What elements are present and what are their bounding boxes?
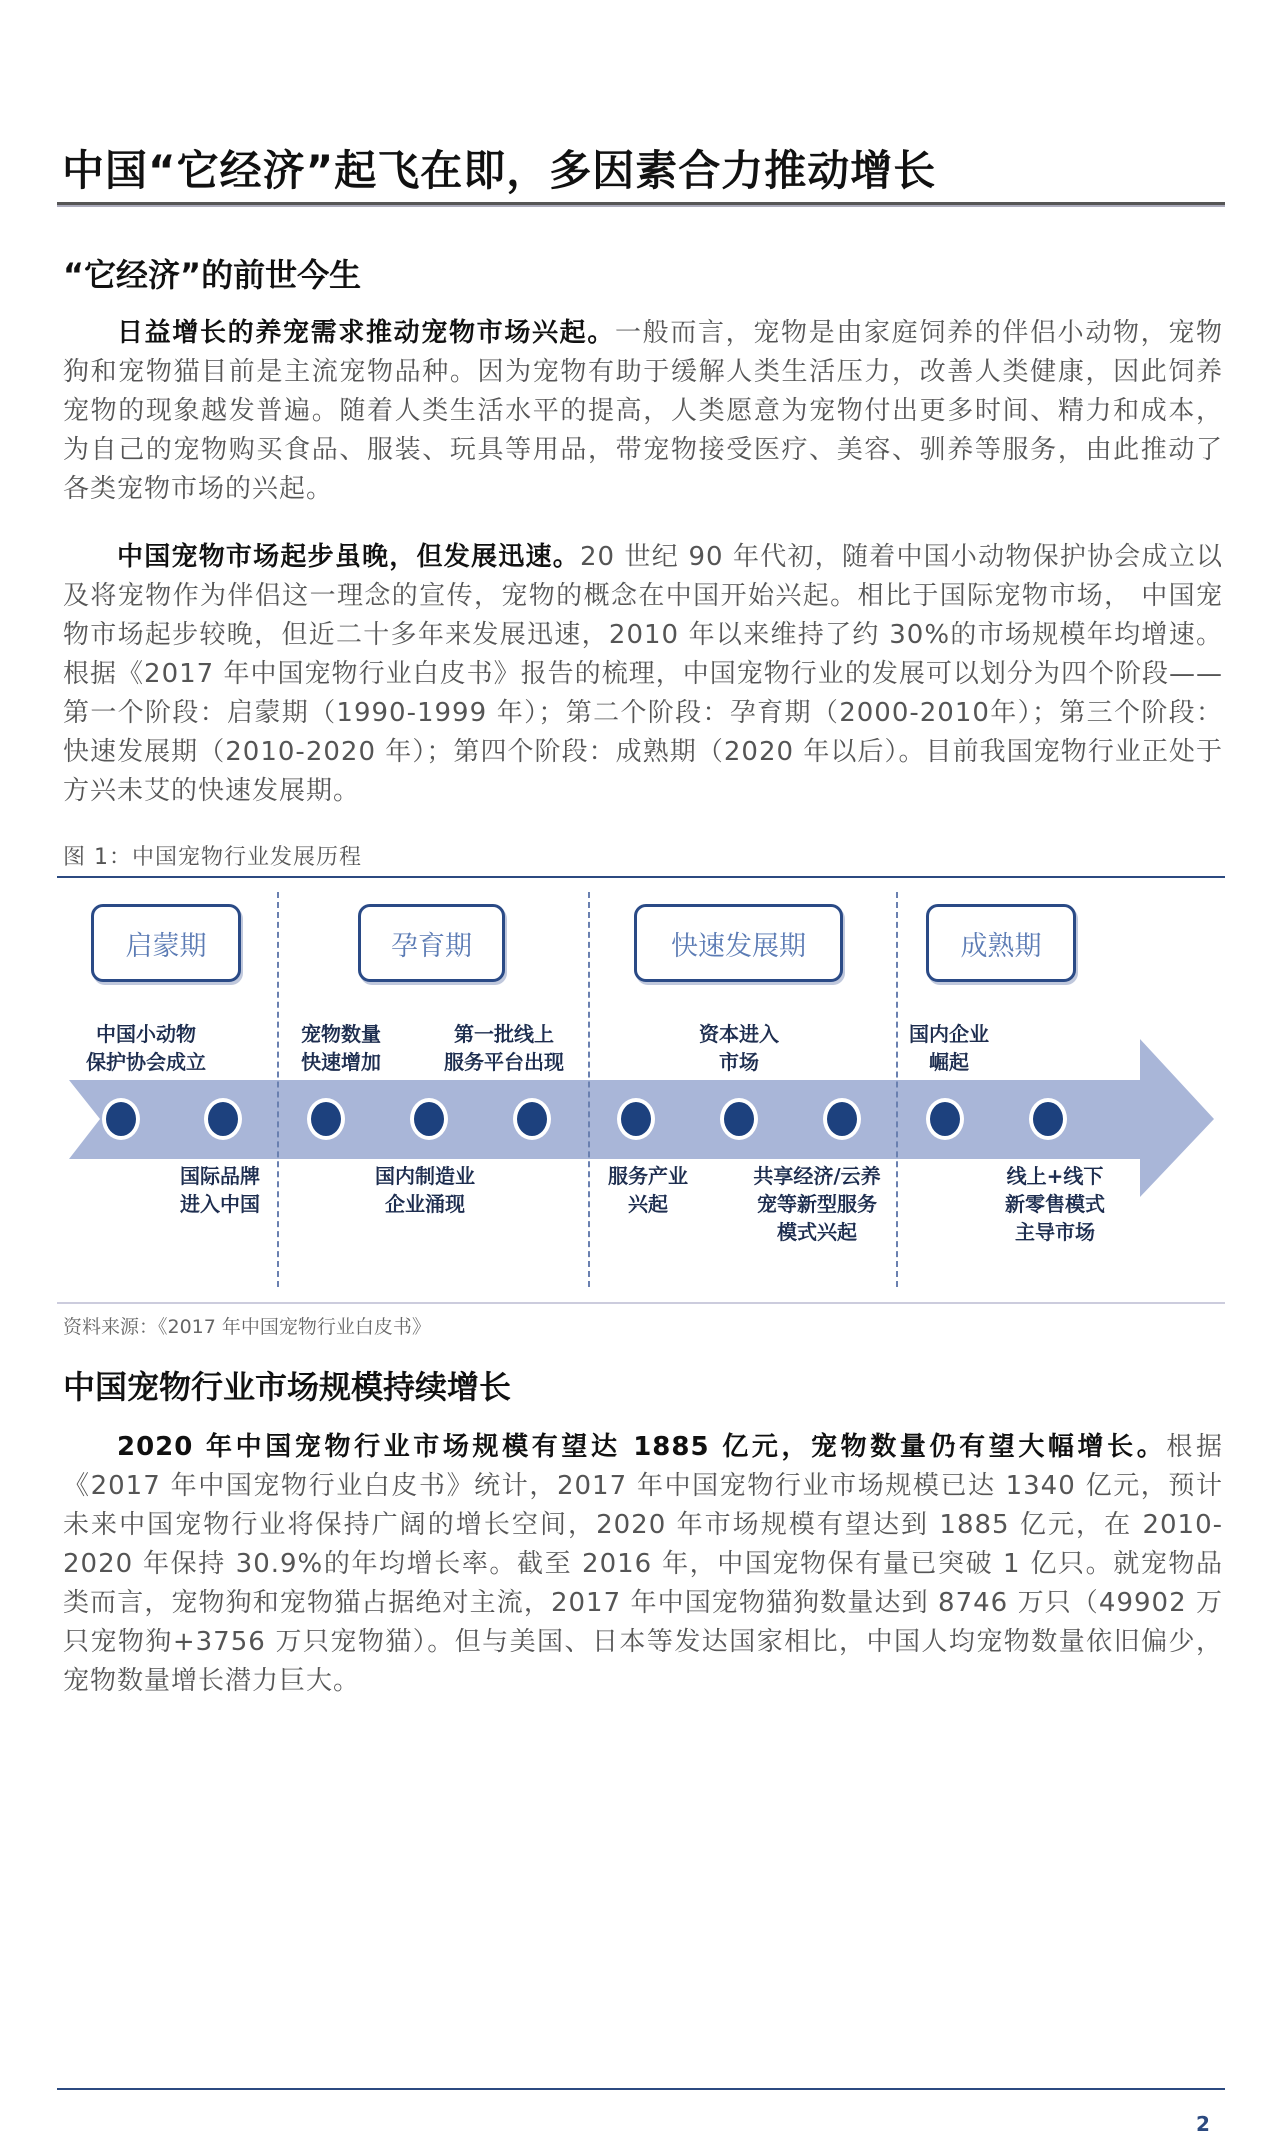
page-title: 中国“它经济”起飞在即，多因素合力推动增长 [62,146,937,195]
phase-enlightenment: 启蒙期 [91,904,241,982]
event-label-bottom: 线上+线下 新零售模式 主导市场 [1005,1164,1105,1244]
phase-maturity: 成熟期 [926,904,1076,982]
timeline-dot [823,1098,861,1140]
paragraph-lead: 中国宠物市场起步虽晚，但发展迅速。 [117,542,580,572]
paragraph-body: 一般而言，宠物是由家庭饲养的伴侣小动物，宠物狗和宠物猫目前是主流宠物品种。因为宠物有助于缓解人类生活压力，改善人类健康，因此饲养宠物的现象越发普遍。随着人类生活水平的提高，人类愿意为宠物付出更多时间、精力和成本，为自己的宠物购买食品、服装、玩具等用品，带宠物接受医疗、美容、驯养等服务，由此推动了各类宠物市场的兴起。 [63,318,1223,504]
phase-divider [896,892,898,1287]
figure-source: 资料来源：《2017 年中国宠物行业白皮书》 [63,1316,431,1338]
event-label-top: 资本进入 市场 [699,1022,779,1074]
paragraph-lead: 2020 年中国宠物行业市场规模有望达 1885 亿元，宠物数量仍有望大幅增长。 [117,1432,1167,1462]
source-divider [57,1302,1225,1304]
timeline-dot [307,1098,345,1140]
phase-incubation: 孕育期 [358,904,505,982]
page-number: 2 [1196,2112,1210,2136]
phase-rapid-growth: 快速发展期 [634,904,843,982]
event-label-top: 第一批线上 服务平台出现 [444,1022,564,1074]
timeline-dot [617,1098,655,1140]
timeline-dot [513,1098,551,1140]
phase-divider [277,892,279,1287]
event-label-bottom: 服务产业 兴起 [608,1164,688,1216]
paragraph-body: 根据《2017 年中国宠物行业白皮书》统计，2017 年中国宠物行业市场规模已达 1340 亿元，预计未来中国宠物行业将保持广阔的增长空间，2020 年市场规模有望达到 1885 亿元，在 2010-2020 年保持 30.9%的年均增长率。截至 2016 年，中国宠物保有量已突破 1 亿只。就宠物品类而言，宠物狗和宠物猫占据绝对主流，2017 年中国宠物猫狗数量达到 8746 万只（49902 万只宠物狗+3756 万只宠物猫）。但与美国、日本等发达国家相比，中国人均宠物数量依旧偏少， 宠物数量增长潜力巨大。 [63,1432,1223,1696]
event-label-top: 国内企业 崛起 [909,1022,989,1074]
event-label-bottom: 国际品牌 进入中国 [180,1164,260,1216]
timeline-dot [720,1098,758,1140]
timeline-dot [102,1098,140,1140]
timeline-dot [204,1098,242,1140]
event-label-top: 中国小动物 保护协会成立 [86,1022,206,1074]
section-heading-market-size: 中国宠物行业市场规模持续增长 [63,1368,512,1406]
event-label-bottom: 国内制造业 企业涌现 [375,1164,475,1216]
paragraph-body: 20 世纪 90 年代初，随着中国小动物保护协会成立以及将宠物作为伴侣这一理念的宣传，宠物的概念在中国开始兴起。相比于国际宠物市场， 中国宠物市场起步较晚，但近二十多年来发展迅速，2010 年以来维持了约 30%的市场规模年均增速。根据《2017 年中国宠物行业白皮书》报告的梳理，中国宠物行业的发展可以划分为四个阶段——第一个阶段：启蒙期（1990-1999 年）；第二个阶段：孕育期（2000-2010年）；第三个阶段：快速发展期（2010-2020 年）；第四个阶段：成熟期（2020 年以后）。目前我国宠物行业正处于方兴未艾的快速发展期。 [63,542,1223,806]
event-label-bottom: 共享经济/云养 宠等新型服务 模式兴起 [753,1164,881,1244]
timeline-dot [1029,1098,1067,1140]
timeline-dot [410,1098,448,1140]
timeline-dot [926,1098,964,1140]
footer-divider [57,2088,1225,2090]
event-label-top: 宠物数量 快速增加 [301,1022,381,1074]
figure-caption: 图 1：中国宠物行业发展历程 [63,845,362,870]
paragraph-market-size [63,1428,1223,1701]
phase-divider [588,892,590,1287]
section-heading-history: “它经济”的前世今生 [63,256,362,294]
paragraph-lead: 日益增长的养宠需求推动宠物市场兴起。 [117,318,615,348]
